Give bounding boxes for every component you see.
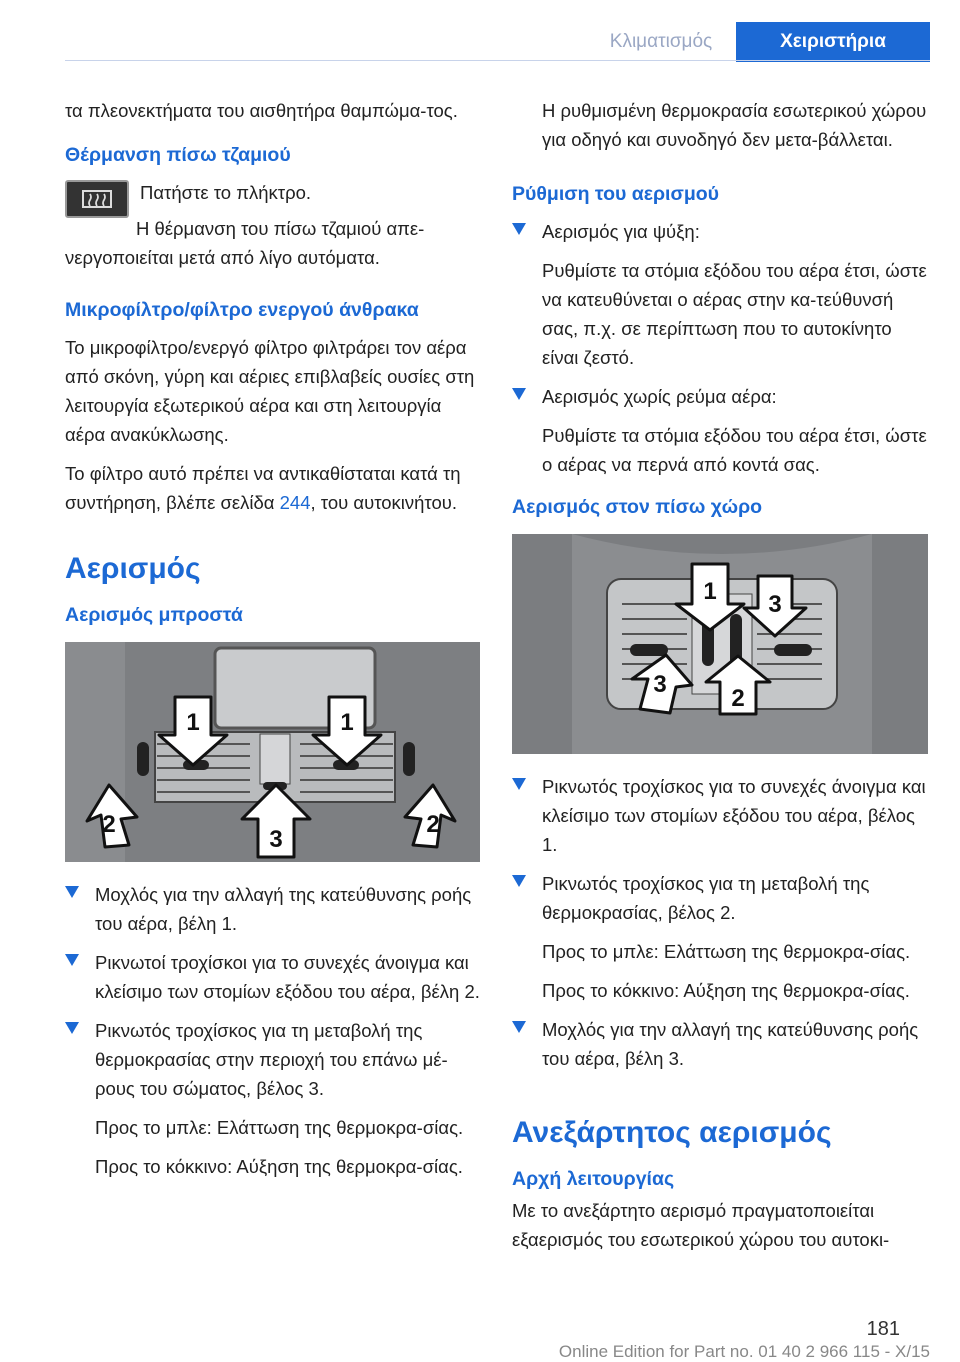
rear-item-2: Ρικνωτός τροχίσκος για τη μεταβολή της θερμοκρασίας, βέλος 2.	[542, 873, 870, 923]
front-vents-figure	[65, 642, 480, 862]
edition-text: Online Edition for Part no. 01 40 2 966 115 - X/15	[558, 1342, 930, 1361]
rear-item-1: Ρικνωτός τροχίσκος για το συνεχές άνοιγμα και κλείσιμο των στομίων εξόδου του αέρα, βέλος 1.	[542, 776, 926, 855]
adjust-item-1-desc: Ρυθμίστε τα στόμια εξόδου του αέρα έτσι, ώστε να κατευθύνεται ο αέρας στην κα-τεύθυνσή σας, π.χ. σε περίπτωση που το αυτοκίνητο είναι ζεστό.	[542, 260, 927, 368]
filter-heading: Μικροφίλτρο/φίλτρο ενεργού άνθρακα	[65, 299, 419, 321]
rear-fig-label-1: 1	[703, 578, 717, 605]
tab-active[interactable]: Χειριστήρια	[736, 22, 930, 62]
list-item	[65, 880, 485, 938]
page-number: 181	[866, 1318, 900, 1340]
list-item	[512, 382, 928, 411]
front-fig-label-1b: 1	[340, 709, 354, 736]
rear-ventilation-heading: Αερισμός στον πίσω χώρο	[512, 496, 763, 518]
page-header	[0, 0, 960, 62]
filter-para2-b: , του αυτοκινήτου.	[310, 492, 458, 513]
tab-section[interactable]: Κλιματισμός	[609, 31, 713, 52]
front-fig-label-1a: 1	[186, 709, 200, 736]
front-red-note: Προς το κόκκινο: Αύξηση της θερμοκρα-σίας.	[95, 1156, 463, 1177]
bullet-triangle-icon	[65, 1022, 79, 1034]
header-rule	[65, 60, 930, 61]
page-link-244[interactable]: 244	[279, 492, 311, 513]
right-column	[512, 96, 928, 1254]
list-item	[512, 217, 928, 246]
list-item	[65, 1016, 485, 1103]
rear-red-note: Προς το κόκκινο: Αύξηση της θερμοκρα-σίας.	[542, 980, 910, 1001]
left-column	[65, 96, 485, 1191]
rear-item-3: Μοχλός για την αλλαγή της κατεύθυνσης ροής του αέρα, βέλη 3.	[542, 1019, 919, 1069]
bullet-triangle-icon	[512, 388, 526, 400]
list-item	[512, 869, 928, 927]
rear-blue-note: Προς το μπλε: Ελάττωση της θερμοκρα-σίας.	[542, 941, 911, 962]
independent-para: Με το ανεξάρτητο αερισμό πραγματοποιείται εξαερισμός του εσωτερικού χώρου του αυτοκι-	[512, 1200, 890, 1250]
adjust-item-2: Αερισμός χωρίς ρεύμα αέρα:	[542, 386, 777, 407]
bullet-triangle-icon	[512, 223, 526, 235]
filter-para2-a: Το φίλτρο αυτό πρέπει να αντικαθίσταται κατά τη συντήρηση, βλέπε σελίδα	[65, 463, 461, 513]
list-item	[65, 948, 485, 1006]
front-fig-label-2a: 2	[102, 811, 116, 838]
bullet-triangle-icon	[512, 875, 526, 887]
front-ventilation-heading: Αερισμός μπροστά	[65, 604, 243, 626]
list-item	[512, 772, 928, 859]
rear-defrost-row	[65, 178, 485, 218]
rear-defrost-button-icon	[65, 180, 129, 218]
rear-fig-label-3a: 3	[768, 591, 782, 618]
front-blue-note: Προς το μπλε: Ελάττωση της θερμοκρα-σίας.	[95, 1117, 464, 1138]
front-item-3: Ρικνωτός τροχίσκος για τη μεταβολή της θερμοκρασίας στην περιοχή του επάνω μέ-ρους του σώματος, βέλος 3.	[95, 1020, 448, 1099]
adjust-heading: Ρύθμιση του αερισμού	[512, 183, 720, 205]
bullet-triangle-icon	[512, 778, 526, 790]
intro-text: τα πλεονεκτήματα του αισθητήρα θαμπώμα-τος.	[65, 100, 458, 121]
ventilation-heading: Αερισμός	[65, 552, 201, 585]
bullet-triangle-icon	[65, 886, 79, 898]
filter-para2	[65, 459, 485, 517]
adjust-item-2-desc: Ρυθμίστε τα στόμια εξόδου του αέρα έτσι, ώστε ο αέρας να περνά από κοντά σας.	[542, 425, 927, 475]
front-fig-label-3: 3	[269, 826, 283, 853]
bullet-triangle-icon	[512, 1021, 526, 1033]
right-intro: Η ρυθμισμένη θερμοκρασία εσωτερικού χώρου για οδηγό και συνοδηγό δεν μετα-βάλλεται.	[542, 100, 927, 150]
rear-defrost-line2: Η θέρμανση του πίσω τζαμιού απε-νεργοποιείται μετά από λίγο αυτόματα.	[65, 218, 425, 268]
list-item	[512, 1015, 928, 1073]
rear-fig-label-3b: 3	[653, 671, 667, 698]
principle-heading: Αρχή λειτουργίας	[512, 1168, 675, 1190]
adjust-item-1: Αερισμός για ψύξη:	[542, 221, 700, 242]
rear-defrost-line1: Πατήστε το πλήκτρο.	[140, 182, 312, 203]
front-fig-label-2b: 2	[426, 811, 440, 838]
filter-para1: Το μικροφίλτρο/ενεργό φίλτρο φιλτράρει τον αέρα από σκόνη, γύρη και αέριες επιβλαβείς ουσίες στη λειτουργία εξωτερικού αέρα και στη λειτουργία αέρα ανακύκλωσης.	[65, 337, 475, 445]
front-item-2: Ρικνωτοί τροχίσκοι για το συνεχές άνοιγμα και κλείσιμο των στομίων εξόδου του αέρα, βέλη 2.	[95, 952, 480, 1002]
rear-fig-label-2: 2	[731, 685, 745, 712]
rear-vents-figure	[512, 534, 928, 754]
bullet-triangle-icon	[65, 954, 79, 966]
independent-ventilation-heading: Ανεξάρτητος αερισμός	[512, 1116, 832, 1149]
front-item-1: Μοχλός για την αλλαγή της κατεύθυνσης ροής του αέρα, βέλη 1.	[95, 884, 472, 934]
rear-defrost-heading: Θέρμανση πίσω τζαμιού	[65, 144, 291, 166]
